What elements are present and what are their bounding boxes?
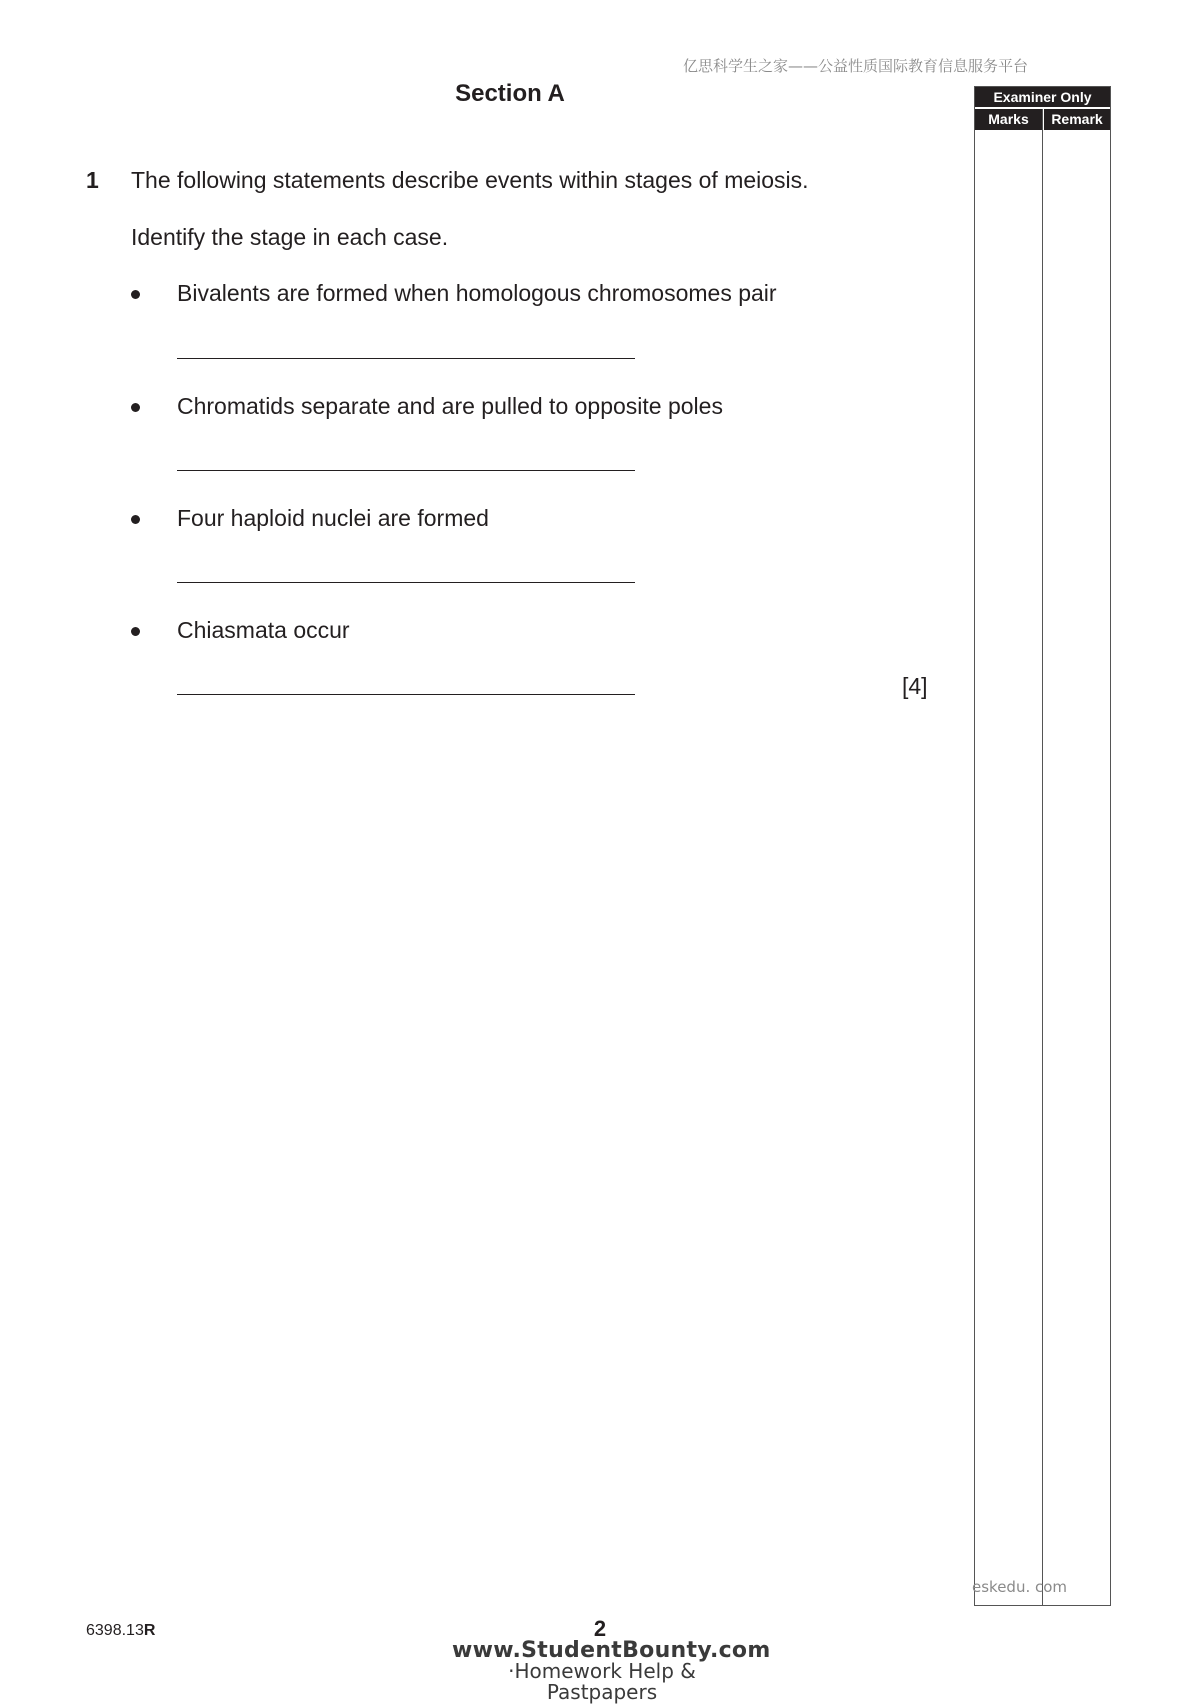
section-title: Section A <box>455 80 565 107</box>
bullet-icon <box>131 627 140 636</box>
site-url: www.StudentBounty.com <box>452 1638 771 1663</box>
question-item-1: Bivalents are formed when homologous chromosomes pair <box>177 280 777 306</box>
watermark-footer-text: eskedu. com <box>972 1578 1068 1596</box>
remark-column-header: Remark <box>1044 109 1110 130</box>
marks-column-header: Marks <box>975 109 1042 130</box>
answer-line-1[interactable] <box>177 358 635 359</box>
page-number: 2 <box>593 1616 607 1641</box>
bullet-icon <box>131 290 140 299</box>
bullet-icon <box>131 515 140 524</box>
question-instruction: Identify the stage in each case. <box>131 224 449 250</box>
question-prompt: The following statements describe events within stages of meiosis. <box>131 167 809 193</box>
question-item-2: Chromatids separate and are pulled to opposite poles <box>177 393 723 419</box>
question-item-4: Chiasmata occur <box>177 617 350 643</box>
answer-line-3[interactable] <box>177 582 635 583</box>
question-marks: [4] <box>902 673 928 699</box>
column-divider <box>1042 109 1043 1605</box>
answer-line-2[interactable] <box>177 470 635 471</box>
examiner-only-header: Examiner Only <box>975 87 1110 107</box>
bullet-icon <box>131 403 140 412</box>
watermark-header-text: 亿思科学生之家——公益性质国际教育信息服务平台 <box>683 57 1029 75</box>
question-number: 1 <box>86 167 99 193</box>
examiner-only-column <box>974 86 1111 1606</box>
site-tagline: ·Homework Help & Pastpapers <box>508 1659 696 1704</box>
paper-code <box>86 1622 155 1640</box>
paper-code-number: 6398.13 <box>86 1622 144 1639</box>
studentbounty-logo[interactable] <box>452 1638 771 1704</box>
paper-code-suffix: R <box>143 1622 156 1639</box>
answer-line-4[interactable] <box>177 694 635 695</box>
question-item-3: Four haploid nuclei are formed <box>177 505 489 531</box>
